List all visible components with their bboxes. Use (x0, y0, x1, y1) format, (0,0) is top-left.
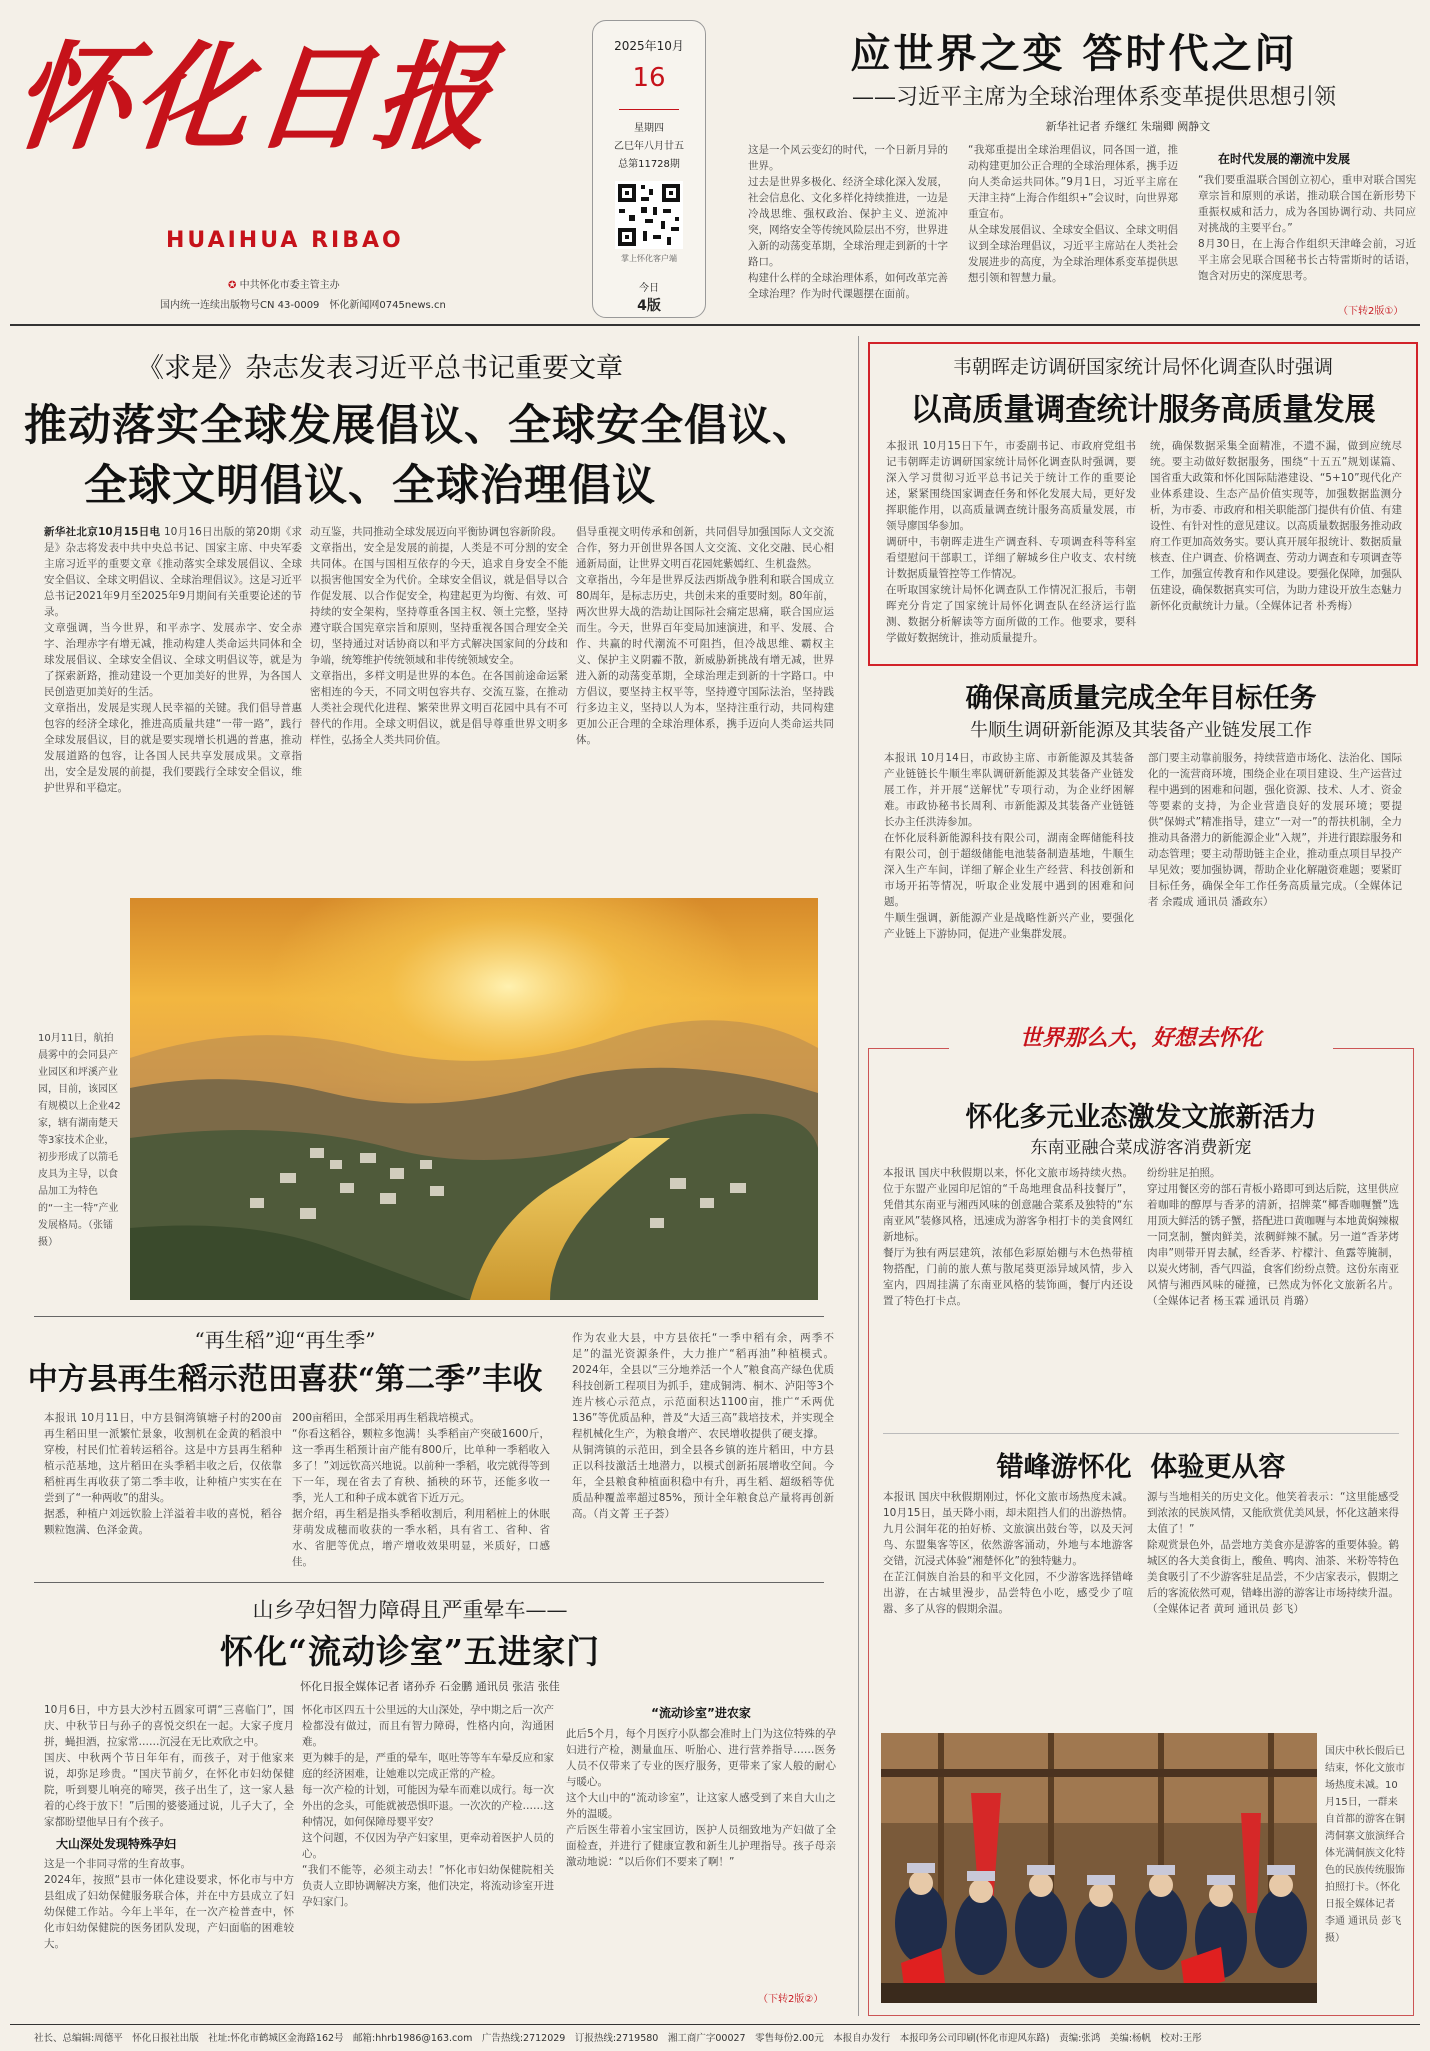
aerial-photo (130, 898, 818, 1300)
newenergy-article (868, 672, 1414, 992)
tourism-subtitle: 东南亚融合菜成游客消费新宠 (1030, 1138, 1252, 1158)
footer-info: 社长、总编辑:周德平 怀化日报社出版 社址:怀化市鹤城区金海路162号 邮箱:hhrb1986@163.com 广告热线:2712029 订报热线:2719580 湘工商广字00027 零售每份2.00元 本报自办发行 本报印务公司印刷(怀化市迎风东路) 责编:张鸿 美编:杨帆 校对:王彤 (34, 2033, 1202, 2044)
date-lunar: 乙巳年八月廿五 (614, 141, 684, 152)
qr-label: 掌上怀化客户端 (621, 254, 677, 263)
lead-col1: 这是一个风云变幻的时代，一个日新月异的世界。 过去是世界多极化、经济全球化深入发展，社会信息化、文化多样化持续推进，一边是冷战思维、强权政治、保护主义、逆流冲突，网络安全等传统风险层出不穷，世界进入新的动荡变革期，全球治理走到新的十字路口。 构建什么样的全球治理体系，如何改革完善全球治理？作为时代课题摆在面前。 (748, 144, 948, 300)
zhongfang-col2: 200亩稻田，全部采用再生稻栽培模式。 “你看这稻谷，颗粒多饱满！头季稻亩产突破1600斤，这一季再生稻预计亩产能有800斤，比单种一季稻收入多了！”刘远钦高兴地说。以前种一季稻，收完就得等到下一年，现在省去了育秧、插秧的环节，还能多收一季，光人工和种子成本就省下近万元。 据介绍，再生稻是指头季稻收割后，利用稻桩上的休眠芽萌发成穗而收获的一季水稻，具有省工、省种、省水、省肥等优点，增产增收效果明显，米质好，口感佳。 (292, 1412, 550, 1568)
date-issue: 总第11728期 (618, 159, 680, 170)
offpeak-title: 错峰游怀化 体验更从容 (996, 1452, 1286, 1483)
lead-article (728, 14, 1420, 320)
qiushi-col1: 新华社北京10月15日电 10月16日出版的第20期《求是》杂志将发表中共中央总书记、国家主席、中央军委主席习近平的重要文章《推动落实全球发展倡议、全球安全倡议、全球文明倡议、全球治理倡议》。这是习近平总书记2021年9月至2025年9月期间有关重要论述的节录。 文章强调，当今世界，和平赤字、发展赤字、安全赤字、治理赤字有增无减，推动构建人类命运共同体和全球发展倡议、全球安全倡议、全球文明倡议等，就是为了探索新路，推动建设一个更加美好的世界，为各国人民创造更加美好的生活。 文章指出，发展是实现人民幸福的关键。我们倡导普惠包容的经济全球化，推进高质量共建“一带一路”，践行全球发展倡议，目的就是要实现增长机遇的普惠，推动发展道路的包容，让各国人民共享发展成果。文章指出，安全是发展的前提，我们要践行全球安全倡议，维护世界和平稳定。 (44, 526, 302, 794)
lead-col3: “我们要重温联合国创立初心，重申对联合国宪章宗旨和原则的承诺，推动联合国在新形势下重振权威和活力，成为各国协调行动、共同应对挑战的主要平台。” 8月30日，在上海合作组织天津峰会前，习近平主席会见联合国秘书长古特雷斯时的话语，饱含对历史的深度思考。 (1198, 174, 1416, 282)
masthead-logo: 怀化日报 (6, 30, 502, 166)
date-day: 16 (632, 63, 666, 93)
zhongfang-article (10, 1320, 852, 1580)
qiushi-title-line1: 推动落实全球发展倡议、全球安全倡议、 (24, 401, 816, 451)
tourism-title: 怀化多元业态激发文旅新活力 (965, 1102, 1317, 1133)
photo1-caption: 10月11日，航拍晨雾中的会同县产业园区和坪溪产业园，目前，该园区有规模以上企业42家，辖有湖南楚天等3家技术企业，初步形成了以箭毛皮具为主导，以食品加工为特色的“一主一特”产业发展格局。（张镭 摄） (38, 1033, 121, 1248)
tourism-col1: 本报讯 国庆中秋假期以来，怀化文旅市场持续火热。位于东盟产业园印尼馆的“千岛地理食品科技餐厅”，凭借其东南亚与湘西风味的创意融合菜系及独特的“东南亚风”装修风格，迅速成为游客争相打卡的美食网红新地标。 餐厅为独有两层建筑，浓郁色彩原始棚与木色热带植物搭配，门前的旅人蕉与散尾葵更添异域风情，步入室内，四周挂满了东南亚风格的装饰画，餐厅内还设置了特色打卡点。 (883, 1167, 1133, 1307)
qiushi-kicker: 《求是》杂志发表习近平总书记重要文章 (137, 353, 623, 384)
qiushi-col3: 倡导重视文明传承和创新，共同倡导加强国际人文交流合作，努力开创世界各国人文交流、文化交融、民心相通新局面，让世界文明百花园姹紫嫣红、生机盎然。 文章指出，今年是世界反法西斯战争胜利和联合国成立80周年，是标志历史，共创未来的重要时刻。80年前，两次世界大战的浩劫让国际社会痛定思痛，联合国应运而生。今天，世界百年变局加速演进，和平、发展、合作、共赢的时代潮流不可阻挡，但冷战思维、霸权主义、保护主义阴霾不散，新威胁新挑战有增无减，世界进入新的动荡变革期，全球治理走到新的十字路口。中方倡议，要坚持主权平等，坚持遵守国际法治，坚持践行多边主义，坚持以人为本，坚持注重行动，共同构建更加公正合理的全球治理体系，携手迈向人类命运共同体。 (576, 526, 834, 746)
party-emblem-icon: ✪ (228, 280, 237, 291)
clinic-kicker: 山乡孕妇智力障碍且严重晕车—— (252, 1598, 568, 1622)
lead-jump-link[interactable]: （下转2版①） (1338, 306, 1404, 317)
zhongfang-col1: 本报讯 10月11日，中方县铜湾镇塘子村的200亩再生稻田里一派繁忙景象，收割机在金黄的稻浪中穿梭，村民们忙着转运稻谷。这是中方县再生稻种植示范基地，这片稻田在头季稻丰收之后，仅依靠稻桩再生再收获了第二季丰收，让种植户实实在在尝到了“一种两收”的甜头。 据悉，种植户刘远钦脸上洋溢着丰收的喜悦，稻谷颗粒饱满、色泽金黄。 (44, 1412, 282, 1536)
stats-kicker: 韦朝晖走访调研国家统计局怀化调查队时强调 (952, 356, 1333, 378)
offpeak-col2: 源与当地相关的历史文化。他笑着表示：“这里能感受到浓浓的民族风情，又能欣赏优美风景，怀化这趟来得太值了！” 除观赏景色外，品尝地方美食亦是游客的重要体验。鹤城区的各大美食街上，酸鱼、鸭肉、油茶、米粉等特色美食吸引了不少游客驻足品尝，不少店家表示，假期之后的客流依然可观，错峰出游的游客让市场持续升温。（全媒体记者 黄珂 通讯员 彭飞） (1147, 1491, 1399, 1615)
offpeak-col1: 本报讯 国庆中秋假期刚过，怀化文旅市场热度未减。10月15日，虽天降小雨，却未阻挡人们的出游热情。九月公洞年花的拍好桥、文旅演出鼓台等，以及天河鸟、东盟集客等区，依然游客涌动，外地与本地游客交错，沉浸式体验“湘楚怀化”的独特魅力。 在芷江侗族自治县的和平文化园，不少游客选择错峰出游，在古城里漫步，品尝特色小吃，感受少了喧嚣、多了从容的假期余温。 (883, 1491, 1133, 1615)
clinic-jump-link[interactable]: （下转2版②） (758, 1994, 824, 2005)
date-year-month: 2025年10月 (614, 39, 684, 53)
clinic-article (10, 1586, 852, 2016)
clinic-col3: 此后5个月，每个月医疗小队都会准时上门为这位特殊的孕妇进行产检，测量血压、听胎心、进行营养指导……医务人员不仅带来了专业的医疗服务，更带来了家人般的耐心与暖心。 这个大山中的“流动诊室”，让这家人感受到了来自大山之外的温暖。 产后医生带着小宝宝回访，医护人员细致地为产妇做了全面检查，并进行了健康宣教和新生儿护理指导。孩子母亲激动地说：“以后你们不要来了啊！” (566, 1728, 836, 1868)
masthead-divider (10, 324, 1420, 326)
footer-divider (10, 2024, 1420, 2025)
newenergy-subtitle: 牛顺生调研新能源及其装备产业链发展工作 (970, 720, 1312, 741)
clinic-col1: 10月6日，中方县大沙村五圆家可谓“三喜临门”，国庆、中秋节日与孙子的喜悦交织在一起。大家子度月拼，蝇担酒，拉家常……沉浸在无比欢欣之中。 国庆、中秋两个节日年年有，而孩子，对于他家来说，却弥足珍贵。“国庆节前夕，在怀化市妇幼保健院，听到婴儿响亮的啼哭，孩子出生了，这一家人悬着的心终于放下！”后围的婆婆通过说，儿子大了，全家都盼望他早日有个孩子。 大山深处发现特殊孕妇 这是一个非同寻常的生育故事。 2024年，按照“县市一体化建设要求，怀化市与中方县组成了妇幼保健服务联合体，并在中方县成立了妇幼保健工作站。今年上半年，在一次产检普查中，怀化市妇幼保健院的医务团队发现，产妇面临的困难较大。 (44, 1704, 294, 1950)
zhongfang-kicker: “再生稻”迎“再生季” (194, 1328, 376, 1352)
stats-title: 以高质量调查统计服务高质量发展 (910, 392, 1376, 428)
lead-box-title: 在时代发展的潮流中发展 (1218, 152, 1351, 166)
clinic-col2: 怀化市区四五十公里远的大山深处，孕中期之后一次产检都没有做过，而且有智力障碍，性格内向，沟通困难。 更为棘手的是，严重的晕车，呕吐等等车车晕反应和家庭的经济困难，让她难以完成正常的产检。 每一次产检的计划，可能因为晕车而难以成行。每一次外出的念头，可能就被恐惧吓退。一次次的产检……这种情况，如何保障母婴平安？ 这个问题，不仅因为孕产妇家里，更牵动着医护人员的心。 “我们不能等，必须主动去！”怀化市妇幼保健院相关负责人立即协调解决方案，他们决定，将流动诊室开进孕妇家门。 (302, 1704, 554, 1908)
tourists-photo (881, 1733, 1317, 2003)
qiushi-article (10, 334, 852, 878)
stats-article (868, 342, 1418, 666)
clinic-byline: 怀化日报全媒体记者 诸孙乔 石金鹏 通讯员 张洁 张佳 (300, 1680, 560, 1693)
clinic-title: 怀化“流动诊室”五进家门 (220, 1632, 600, 1671)
stats-col2: 统，确保数据采集全面精准，不遗不漏，做到应统尽统。要主动做好数据服务，围绕“十五五”规划谋篇、国省重大政策和怀化国际陆港建设、“5+10”现代化产业体系建设、生态产品价值实现等，加强数据监测分析，为市委、市政府和相关职能部门提供有价值、有建设性、有针对性的意见建议。以高质量数据服务推动政府工作更加高效务实。要认真开展年报统计、数据质量核查、住户调查、价格调查、劳动力调查和专项调查等工作，加强宣传教育和作风建设。要强化保障，加强队伍建设，确保数据真实可信，为助力建设开放生态魅力新怀化贡献统计力量。（全媒体记者 朴秀梅） (1150, 440, 1402, 612)
newenergy-col2: 部门要主动靠前服务，持续营造市场化、法治化、国际化的一流营商环境，围绕企业在项目建设、生产运营过程中遇到的困难和问题，强化资源、技术、人才、资金等要素的支持，为企业营造良好的发展环境；要提供“保姆式”精准指导，建立“一对一”的帮扶机制，全力推动具备潜力的新能源企业“入规”，并进行跟踪服务和动态管理；要主动帮助链主企业，推动重点项目早投产早见效；要加强协调，帮助企业化解融资难题；要紧盯目标任务，确保全年工作任务高质量完成。（全媒体记者 余霞成 通讯员 潘政东） (1148, 752, 1402, 908)
today-pages: 4版 (637, 298, 661, 314)
masthead-sponsor: ✪ 中共怀化市委主管主办 (228, 280, 340, 291)
lead-col2: “我郑重提出全球治理倡议，同各国一道，推动构建更加公正合理的全球治理体系，携手迈向人类命运共同体。”9月1日，习近平主席在天津主持“上海合作组织+”会议时，向世界郑重宣布。 从全球发展倡议、全球安全倡议、全球文明倡议到全球治理倡议，习近平主席站在人类社会发展进步的高度，为全球治理体系变革提供思想引领和智慧力量。 (968, 144, 1178, 284)
date-box (592, 20, 706, 318)
clinic-subhead: 大山深处发现特殊孕妇 (56, 1837, 177, 1851)
tourism-col2: 纷纷驻足拍照。 穿过用餐区旁的部石青板小路即可到达后院，这里供应着咖啡的醇厚与香茅的清新，招牌菜“椰香咖喱蟹”选用顶大鲜活的锈子蟹，搭配进口黄咖喱与本地黄焖辣椒一同烹制，蟹肉鲜美，浓稠鲜辣不腻。另一道“香茅烤肉串”则带开胃去腻，经香茅、柠檬汁、鱼露等腌制，以炭火烤制，香气四溢，食客们纷纷点赞。这份东南亚风情与湘西风味的碰撞，已然成为怀化文旅新名片。（全媒体记者 杨玉霖 通讯员 肖璐） (1147, 1167, 1399, 1307)
newenergy-col1: 本报讯 10月14日，市政协主席、市新能源及其装备产业链链长牛顺生率队调研新能源及其装备产业链发展工作，并开展“送解忧”专项行动，为企业纾困解难。市政协秘书长周利、市新能源及其装备产业链链长办主任洪涛参加。 在怀化辰科新能源科技有限公司，湖南金晖储能科技有限公司，创于超级储能电池装备制造基地，牛顺生深入生产车间，详细了解企业生产经营、科技创新和市场开拓等情况，听取企业发展中遇到的困难和问题。 牛顺生强调，新能源产业是战略性新兴产业，要强化产业链上下游协同，促进产业集群发展。 (884, 752, 1134, 940)
masthead-serial: 国内统一连续出版物号CN 43-0009 怀化新闻网0745news.cn (160, 300, 446, 311)
tourism-box (868, 1025, 1414, 2016)
qr-code[interactable] (615, 181, 683, 249)
lead-title: 应世界之变 答时代之问 (850, 30, 1298, 77)
qiushi-col2: 动互鉴，共同推动全球发展迈向平衡协调包容新阶段。 文章指出，安全是发展的前提，人类是不可分割的安全共同体。在国与国相互依存的今天，追求自身安全不能以损害他国安全为代价。全球安全倡议，就是倡导以合作促发展、以合作促安全，构建起更为均衡、有效、可持续的安全架构，坚持尊重各国主权、领土完整，坚持遵守联合国宪章宗旨和原则，坚持重视各国合理安全关切，坚持通过对话协商以和平方式解决国家间的分歧和争端，统筹维护传统领域和非传统领域安全。 文章指出，多样文明是世界的本色。在各国前途命运紧密相连的今天，不同文明包容共存、交流互鉴，在推动人类社会现代化进程、繁荣世界文明百花园中具有不可替代的作用。全球文明倡议，就是倡导尊重世界文明多样性，弘扬全人类共同价值。 (310, 526, 568, 746)
zhongfang-title: 中方县再生稻示范田喜获“第二季”丰收 (27, 1362, 543, 1397)
clinic-box-title: “流动诊室”进农家 (651, 1706, 751, 1720)
column-divider (858, 336, 859, 2016)
masthead-pinyin: HUAIHUA RIBAO (166, 228, 404, 253)
qiushi-title-line2: 全球文明倡议、全球治理倡议 (84, 461, 656, 511)
stats-col1: 本报讯 10月15日下午，市委副书记、市政府党组书记韦朝晖走访调研国家统计局怀化调查队时强调，要深入学习贯彻习近平总书记关于统计工作的重要论述，紧紧围绕国家调查任务和怀化发展大局，更好发挥职能作用，以高质量调查统计服务高质量发展，市领导廖国华参加。 调研中，韦朝晖走进生产调查科、专项调查科等科室看望慰问干部职工，详细了解城乡住户收支、农村统计数据质量管控等工作情况。 在听取国家统计局怀化调查队工作情况汇报后，韦朝晖充分肯定了国家统计局怀化调查队在经济运行监测、数据分析解读等方面所做的工作。他要求，要科学做好数据统计，推动质量提升。 (886, 440, 1136, 644)
lead-byline: 新华社记者 乔继红 朱瑞卿 阙静文 (1045, 120, 1211, 133)
tourism-banner: 世界那么大，好想去怀化 (949, 1021, 1333, 1052)
today-label: 今日 (639, 283, 659, 294)
date-weekday: 星期四 (634, 123, 664, 134)
photo2-caption: 国庆中秋长假后已结束，怀化文旅市场热度未减。10月15日，一群来自首都的游客在铜湾侗寨文旅演绎合体光满侗族文化特色的民族传统服饰拍照打卡。（怀化日报全媒体记者 李通 通讯员 彭飞 摄） (1325, 1746, 1405, 1944)
newenergy-title: 确保高质量完成全年目标任务 (965, 683, 1317, 714)
lead-subtitle: ——习近平主席为全球治理体系变革提供思想引领 (851, 85, 1336, 110)
zhongfang-col3: 作为农业大县，中方县依托“一季中稻有余，两季不足”的温光资源条件，大力推广“稻再油”种植模式。2024年，全县以“三分地养活一个人”粮食高产绿色优质科技创新工程项目为抓手，建成铜湾、桐木、泸阳等3个连片核心示范点，示范面积达1100亩，推广“禾两优136”等优质品种，普及“大适三高”栽培技术，并实现全程机械化生产，为粮食增产、农民增收提供了硬支撑。 从铜湾镇的示范田，到全县各乡镇的连片稻田，中方县正以科技激活土地潜力，以模式创新拓展增收空间。今年，全县粮食种植面积稳中有升，再生稻、超级稻等优质品种覆盖率超过85%，预计全年粮食总产量将再创新高。（肖文菁 王子荟） (572, 1332, 834, 1520)
